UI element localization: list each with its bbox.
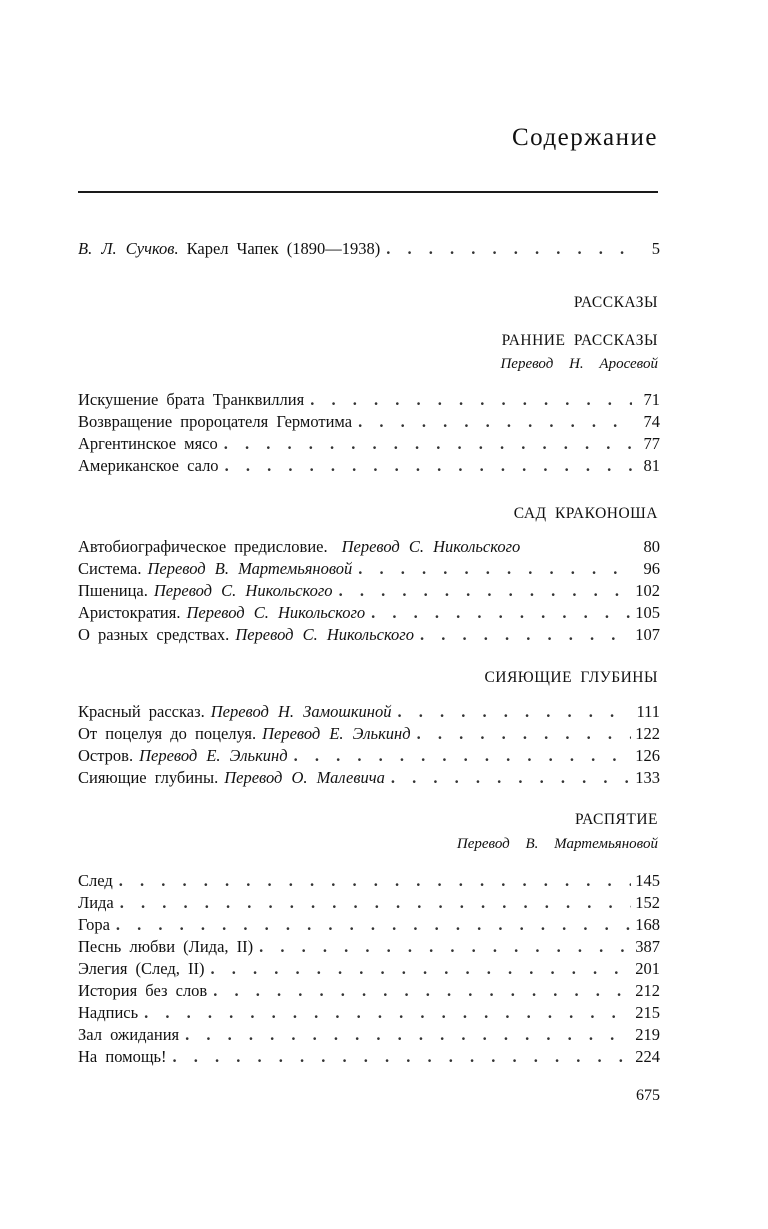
leader-dots bbox=[224, 433, 632, 455]
entry-page: 145 bbox=[635, 871, 660, 890]
toc-entry[interactable] bbox=[78, 870, 660, 892]
entry-page: 5 bbox=[651, 239, 660, 258]
entry-title: Возвращение пророцателя Гермотима bbox=[78, 412, 353, 431]
entry-page: 126 bbox=[635, 746, 660, 765]
entry-title: Искушение брата Транквиллия bbox=[78, 390, 305, 409]
entry-page: 77 bbox=[643, 434, 660, 453]
leader-dots bbox=[386, 238, 632, 260]
toc-entry[interactable] bbox=[78, 602, 660, 624]
entry-title: След bbox=[78, 871, 113, 890]
entry-title: Автобиографическое предисловие. bbox=[78, 537, 328, 556]
toc-entry[interactable] bbox=[78, 433, 660, 455]
entry-page: 224 bbox=[635, 1047, 660, 1066]
group-heading: СИЯЮЩИЕ ГЛУБИНЫ bbox=[484, 669, 658, 686]
entry-page: 105 bbox=[635, 603, 660, 622]
entry-translator: Перевод С. Никольского bbox=[153, 581, 333, 600]
leader-dots bbox=[120, 892, 632, 914]
toc-entry[interactable] bbox=[78, 914, 660, 936]
entry-title: Сияющие глубины. bbox=[78, 768, 219, 787]
entry-page: 168 bbox=[635, 915, 660, 934]
entry-page: 133 bbox=[635, 768, 660, 787]
entry-translator: Перевод Н. Замошкиной bbox=[210, 702, 392, 721]
leader-dots bbox=[119, 870, 632, 892]
entry-translator: Перевод Е. Элькинд bbox=[139, 746, 288, 765]
entry-title: Аристократия. bbox=[78, 603, 181, 622]
leader-dots bbox=[213, 980, 631, 1002]
entry-title: О разных средствах. bbox=[78, 625, 230, 644]
toc-entry[interactable] bbox=[78, 892, 660, 914]
leader-dots bbox=[185, 1024, 631, 1046]
entry-title: От поцелуя до поцелуя. bbox=[78, 724, 257, 743]
entry-page: 74 bbox=[643, 412, 660, 431]
leader-dots bbox=[339, 580, 632, 602]
leader-dots bbox=[358, 558, 632, 580]
entry-title: На помощь! bbox=[78, 1047, 167, 1066]
title-divider bbox=[78, 191, 658, 193]
entry-page: 152 bbox=[635, 893, 660, 912]
entry-page: 71 bbox=[643, 390, 660, 409]
entry-author: В. Л. Сучков. bbox=[78, 239, 179, 258]
entry-title: История без слов bbox=[78, 981, 208, 1000]
entry-title: Элегия (След, II) bbox=[78, 959, 205, 978]
leader-dots bbox=[417, 723, 632, 745]
toc-entry[interactable] bbox=[78, 767, 660, 789]
toc-entry[interactable] bbox=[78, 745, 660, 767]
leader-dots bbox=[358, 411, 632, 433]
toc-entry[interactable] bbox=[78, 624, 660, 646]
leader-dots bbox=[391, 767, 631, 789]
entry-page: 215 bbox=[635, 1003, 660, 1022]
entry-page: 219 bbox=[635, 1025, 660, 1044]
entry-title: Остров. bbox=[78, 746, 134, 765]
leader-dots bbox=[420, 624, 631, 646]
toc-entry[interactable] bbox=[78, 936, 660, 958]
entry-title: Американское сало bbox=[78, 456, 219, 475]
entry-page: 201 bbox=[635, 959, 660, 978]
leader-dots bbox=[397, 701, 632, 723]
entry-page: 81 bbox=[643, 456, 660, 475]
entry-translator: Перевод О. Малевича bbox=[224, 768, 385, 787]
page-number: 675 bbox=[636, 1087, 660, 1104]
entry-title: Система. bbox=[78, 559, 142, 578]
toc-entry[interactable] bbox=[78, 558, 660, 580]
entry-translator: Перевод С. Никольского bbox=[341, 537, 521, 556]
entry-page: 80 bbox=[643, 537, 660, 556]
entry-title: Аргентинское мясо bbox=[78, 434, 218, 453]
leader-dots bbox=[294, 745, 632, 767]
toc-entry[interactable] bbox=[78, 1002, 660, 1024]
toc-entry[interactable] bbox=[78, 723, 660, 745]
leader-dots bbox=[144, 1002, 631, 1024]
toc-entry[interactable] bbox=[78, 411, 660, 433]
group-translator: Перевод Н. Аросевой bbox=[500, 356, 658, 372]
toc-entry[interactable] bbox=[78, 980, 660, 1002]
toc-entry[interactable] bbox=[78, 1024, 660, 1046]
leader-dots bbox=[211, 958, 632, 980]
entry-page: 212 bbox=[635, 981, 660, 1000]
group-heading: РАННИЕ РАССКАЗЫ bbox=[501, 332, 658, 349]
toc-entry[interactable] bbox=[78, 1046, 660, 1068]
entry-page: 387 bbox=[635, 937, 660, 956]
entry-title: Лида bbox=[78, 893, 114, 912]
entry-translator: Перевод С. Никольского bbox=[186, 603, 366, 622]
entry-page: 96 bbox=[643, 559, 660, 578]
page-title: Содержание bbox=[512, 124, 658, 151]
leader-dots bbox=[173, 1046, 632, 1068]
leader-dots bbox=[310, 389, 632, 411]
entry-title: Гора bbox=[78, 915, 110, 934]
section-header: РАССКАЗЫ bbox=[573, 294, 658, 311]
group-heading: САД КРАКОНОША bbox=[513, 505, 658, 522]
entry-page: 102 bbox=[635, 581, 660, 600]
entry-translator: Перевод С. Никольского bbox=[235, 625, 414, 644]
toc-entry[interactable] bbox=[78, 455, 660, 477]
entry-title: Надпись bbox=[78, 1003, 139, 1022]
toc-entry[interactable] bbox=[78, 536, 660, 558]
toc-entry[interactable] bbox=[78, 389, 660, 411]
entry-page: 122 bbox=[635, 724, 660, 743]
entry-translator: Перевод Е. Элькинд bbox=[262, 724, 411, 743]
toc-entry[interactable] bbox=[78, 958, 660, 980]
entry-title: Пшеница. bbox=[78, 581, 148, 600]
entry-translator: Перевод В. Мартемьяновой bbox=[147, 559, 353, 578]
entry-title: Карел Чапек (1890—1938) bbox=[186, 239, 381, 258]
group-heading: РАСПЯТИЕ bbox=[574, 811, 658, 828]
group-translator: Перевод В. Мартемьяновой bbox=[456, 836, 658, 852]
leader-dots bbox=[371, 602, 631, 624]
entry-title: Песнь любви (Лида, II) bbox=[78, 937, 254, 956]
leader-dots bbox=[225, 455, 632, 477]
toc-entry[interactable] bbox=[78, 701, 660, 723]
leader-dots bbox=[116, 914, 631, 936]
leader-dots bbox=[259, 936, 631, 958]
entry-title: Красный рассказ. bbox=[78, 702, 205, 721]
toc-entry[interactable] bbox=[78, 580, 660, 602]
entry-title: Зал ожидания bbox=[78, 1025, 180, 1044]
entry-page: 107 bbox=[635, 625, 660, 644]
toc-entry-preface[interactable] bbox=[78, 238, 660, 260]
entry-page: 111 bbox=[636, 702, 660, 721]
